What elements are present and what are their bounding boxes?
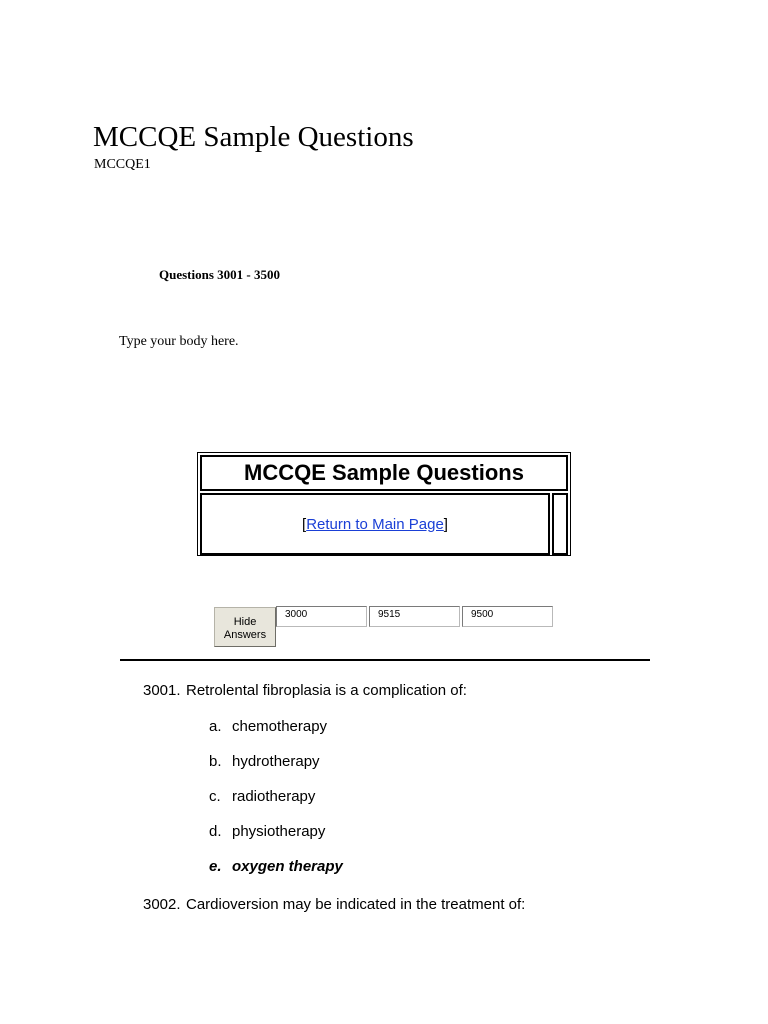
question-stem: Cardioversion may be indicated in the treatment of: xyxy=(186,896,526,913)
option-text: radiotherapy xyxy=(232,788,316,805)
document-subtitle: MCCQE1 xyxy=(94,157,151,172)
option-b xyxy=(209,752,320,771)
question-3002 xyxy=(143,895,525,914)
option-letter: a. xyxy=(209,718,222,735)
return-to-main-page-link[interactable]: Return to Main Page xyxy=(306,515,444,533)
hide-answers-button[interactable]: Hide Answers xyxy=(214,607,276,647)
number-field-2[interactable]: 9515 xyxy=(369,606,460,627)
option-d xyxy=(209,822,325,841)
question-number: 3002. xyxy=(143,896,181,913)
option-e-correct-answer xyxy=(209,857,343,876)
option-text: hydrotherapy xyxy=(232,753,320,770)
questions-range-heading: Questions 3001 - 3500 xyxy=(159,267,280,282)
question-stem: Retrolental fibroplasia is a complication of: xyxy=(186,682,467,699)
option-letter: d. xyxy=(209,823,222,840)
option-c xyxy=(209,787,315,806)
bracket-open: [ xyxy=(302,515,307,533)
frame-title: MCCQE Sample Questions xyxy=(244,460,524,485)
option-text: chemotherapy xyxy=(232,718,328,735)
option-text: physiotherapy xyxy=(232,823,326,840)
body-placeholder-text: Type your body here. xyxy=(119,334,239,349)
frame-side-cell xyxy=(552,493,568,555)
header-frame xyxy=(197,452,571,556)
option-letter: b. xyxy=(209,753,222,770)
frame-link-cell xyxy=(200,493,550,555)
question-3001 xyxy=(143,681,467,700)
number-field-1[interactable]: 3000 xyxy=(276,606,367,627)
question-number: 3001. xyxy=(143,682,181,699)
option-letter: e. xyxy=(209,858,222,875)
option-letter: c. xyxy=(209,788,221,805)
number-field-3[interactable]: 9500 xyxy=(462,606,553,627)
option-a xyxy=(209,717,327,736)
option-text: oxygen therapy xyxy=(232,858,343,875)
horizontal-divider xyxy=(120,659,650,661)
bracket-close: ] xyxy=(443,515,448,533)
frame-title-cell xyxy=(200,455,568,491)
document-title: MCCQE Sample Questions xyxy=(93,121,414,153)
